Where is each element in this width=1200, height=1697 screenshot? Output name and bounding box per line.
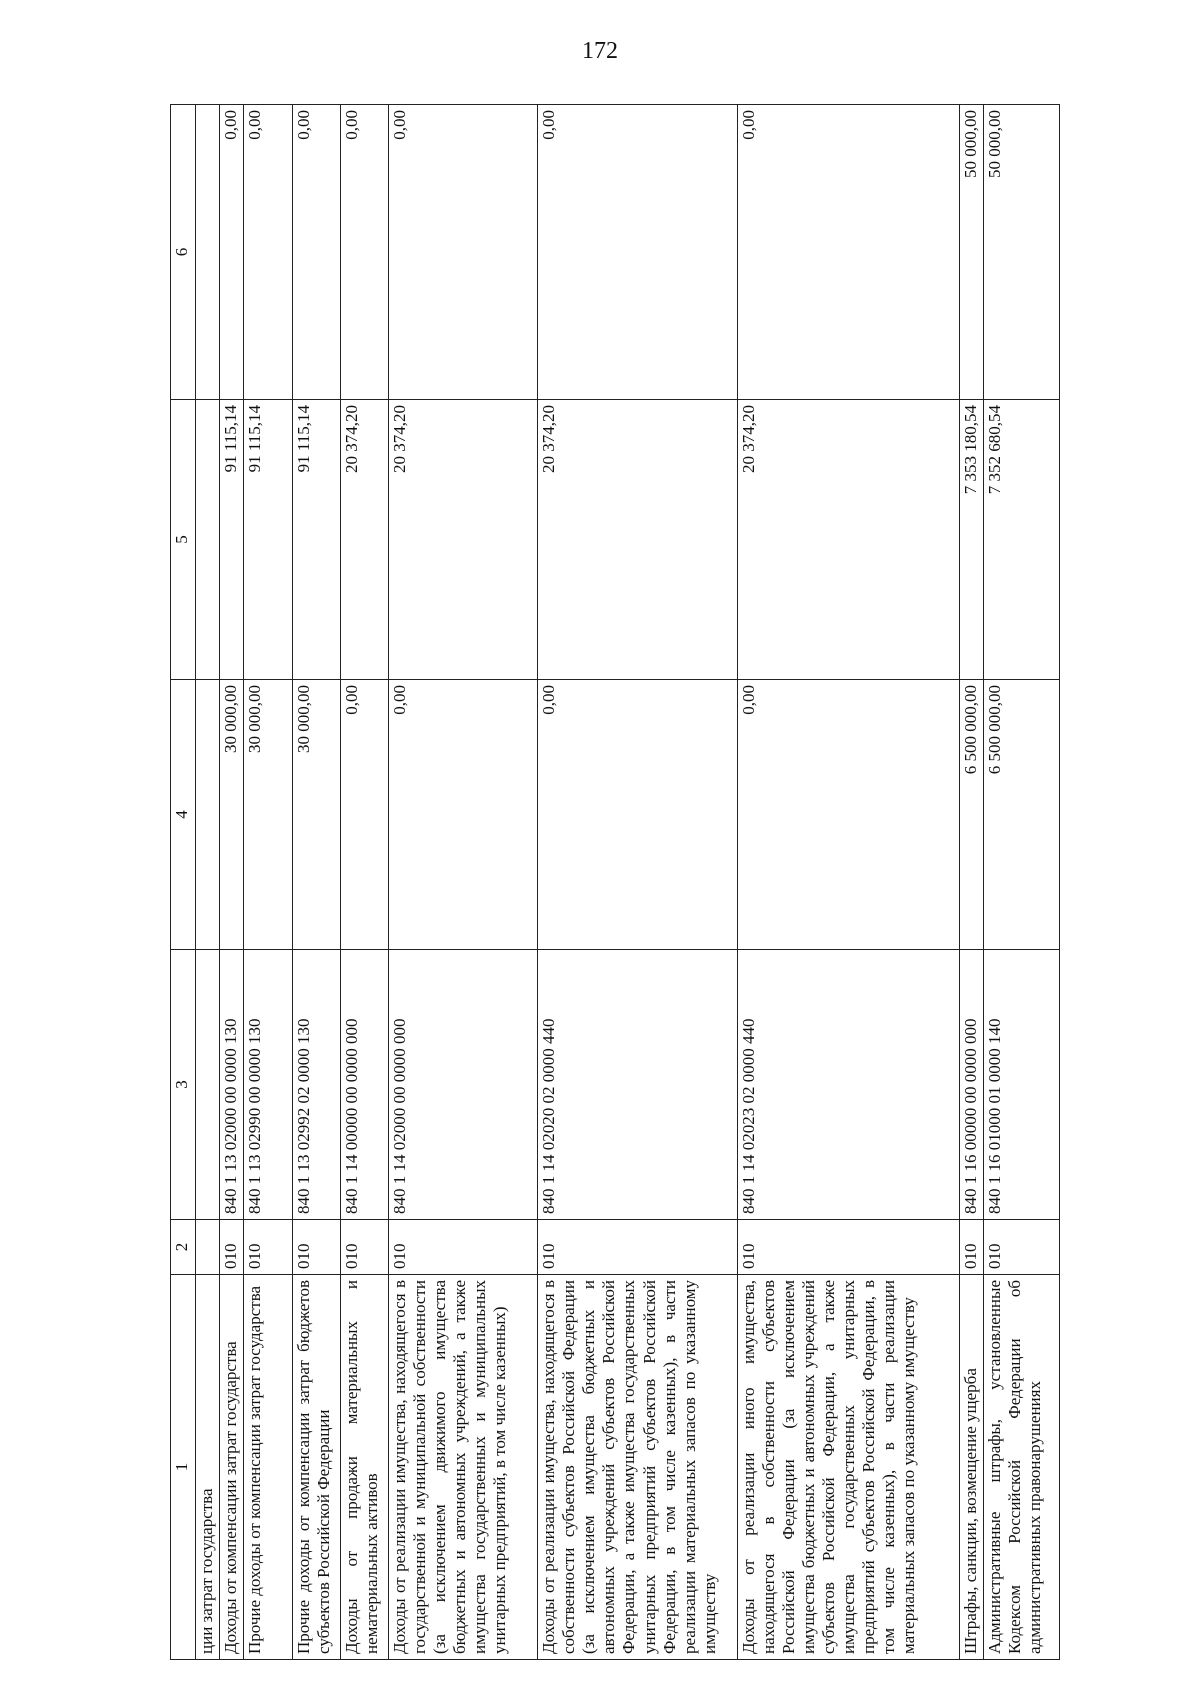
row-fact-cell	[196, 400, 220, 680]
table-row	[960, 105, 984, 1660]
row-kbk-cell: 840 1 16 00000 00 0000 000	[960, 950, 984, 1220]
table-row	[340, 105, 388, 1660]
row-plan-cell: 6 500 000,00	[984, 680, 1060, 950]
row-plan-cell: 0,00	[538, 680, 737, 950]
row-name-cell: Доходы от продажи материальных и нематериальных активов	[340, 1275, 388, 1660]
row-kbk-cell: 840 1 13 02000 00 0000 130	[220, 950, 244, 1220]
rotated-table-container	[170, 105, 1060, 1660]
header-col-1: 1	[171, 1275, 196, 1660]
row-fact-cell: 20 374,20	[737, 400, 960, 680]
header-col-3: 3	[171, 950, 196, 1220]
row-code-cell: 010	[340, 1220, 388, 1275]
row-fact-cell: 20 374,20	[340, 400, 388, 680]
header-row	[171, 105, 196, 1660]
row-plan-cell: 0,00	[737, 680, 960, 950]
row-kbk-cell: 840 1 14 02023 02 0000 440	[737, 950, 960, 1220]
row-code-cell: 010	[244, 1220, 292, 1275]
row-plan-cell: 0,00	[389, 680, 538, 950]
row-other-cell: 50 000,00	[984, 105, 1060, 400]
revenue-table	[170, 104, 1060, 1660]
page-number: 172	[582, 38, 618, 64]
row-code-cell: 010	[538, 1220, 737, 1275]
row-other-cell: 0,00	[538, 105, 737, 400]
row-code-cell: 010	[389, 1220, 538, 1275]
header-col-2: 2	[171, 1220, 196, 1275]
table-row	[538, 105, 737, 1660]
row-other-cell: 0,00	[292, 105, 340, 400]
row-fact-cell: 7 353 180,54	[960, 400, 984, 680]
row-plan-cell: 0,00	[340, 680, 388, 950]
row-fact-cell: 91 115,14	[292, 400, 340, 680]
row-name-cell: ции затрат государства	[196, 1275, 220, 1660]
row-kbk-cell: 840 1 14 02000 00 0000 000	[389, 950, 538, 1220]
row-other-cell: 0,00	[389, 105, 538, 400]
table-body	[196, 105, 1060, 1660]
row-name-cell: Доходы от реализации имущества, находящегося в государственной и муниципальной собственности (за исключением движимого имущества бюджетных и автономных учреждений, а также имущества государственных и муниципальных унитарных предприятий, в том числе казенных)	[389, 1275, 538, 1660]
row-plan-cell: 30 000,00	[220, 680, 244, 950]
row-other-cell: 0,00	[340, 105, 388, 400]
row-fact-cell: 91 115,14	[220, 400, 244, 680]
table-row	[389, 105, 538, 1660]
row-other-cell: 0,00	[244, 105, 292, 400]
row-fact-cell: 20 374,20	[538, 400, 737, 680]
row-name-cell: Прочие доходы от компенсации затрат государства	[244, 1275, 292, 1660]
row-kbk-cell: 840 1 13 02992 02 0000 130	[292, 950, 340, 1220]
table-row	[984, 105, 1060, 1660]
row-other-cell	[196, 105, 220, 400]
header-col-6: 6	[171, 105, 196, 400]
header-col-5: 5	[171, 400, 196, 680]
row-code-cell: 010	[220, 1220, 244, 1275]
row-plan-cell: 30 000,00	[292, 680, 340, 950]
table-row	[244, 105, 292, 1660]
row-fact-cell: 7 352 680,54	[984, 400, 1060, 680]
header-col-4: 4	[171, 680, 196, 950]
row-code-cell: 010	[960, 1220, 984, 1275]
table-row	[737, 105, 960, 1660]
table-row	[292, 105, 340, 1660]
row-code-cell	[196, 1220, 220, 1275]
row-other-cell: 0,00	[220, 105, 244, 400]
row-name-cell: Доходы от реализации иного имущества, находящегося в собственности субъектов Российской Федерации (за исключением имущества бюджетных и автономных учреждений субъектов Российской Федерации, а также имущества государственных унитарных предприятий субъектов Российской Федерации, в том числе казенных), в части реализации материальных запасов по указанному имуществу	[737, 1275, 960, 1660]
row-name-cell: Прочие доходы от компенсации затрат бюджетов субъектов Российской Федерации	[292, 1275, 340, 1660]
row-kbk-cell: 840 1 16 01000 01 0000 140	[984, 950, 1060, 1220]
row-code-cell: 010	[292, 1220, 340, 1275]
row-other-cell: 50 000,00	[960, 105, 984, 400]
row-name-cell: Доходы от компенсации затрат государства	[220, 1275, 244, 1660]
row-code-cell: 010	[737, 1220, 960, 1275]
table-row	[220, 105, 244, 1660]
row-plan-cell	[196, 680, 220, 950]
row-name-cell: Доходы от реализации имущества, находящегося в собственности субъектов Российской Федерации (за исключением имущества бюджетных и автономных учреждений субъектов Российской Федерации, а также имущества государственных унитарных предприятий субъектов Российской Федерации, в том числе казенных), в части реализации материальных запасов по указанному имуществу	[538, 1275, 737, 1660]
table-row	[196, 105, 220, 1660]
row-plan-cell: 30 000,00	[244, 680, 292, 950]
row-kbk-cell	[196, 950, 220, 1220]
row-plan-cell: 6 500 000,00	[960, 680, 984, 950]
row-kbk-cell: 840 1 13 02990 00 0000 130	[244, 950, 292, 1220]
row-fact-cell: 91 115,14	[244, 400, 292, 680]
row-kbk-cell: 840 1 14 00000 00 0000 000	[340, 950, 388, 1220]
row-kbk-cell: 840 1 14 02020 02 0000 440	[538, 950, 737, 1220]
row-other-cell: 0,00	[737, 105, 960, 400]
row-name-cell: Административные штрафы, установленные Кодексом Российской Федерации об административных правонарушениях	[984, 1275, 1060, 1660]
row-code-cell: 010	[984, 1220, 1060, 1275]
row-fact-cell: 20 374,20	[389, 400, 538, 680]
row-name-cell: Штрафы, санкции, возмещение ущерба	[960, 1275, 984, 1660]
